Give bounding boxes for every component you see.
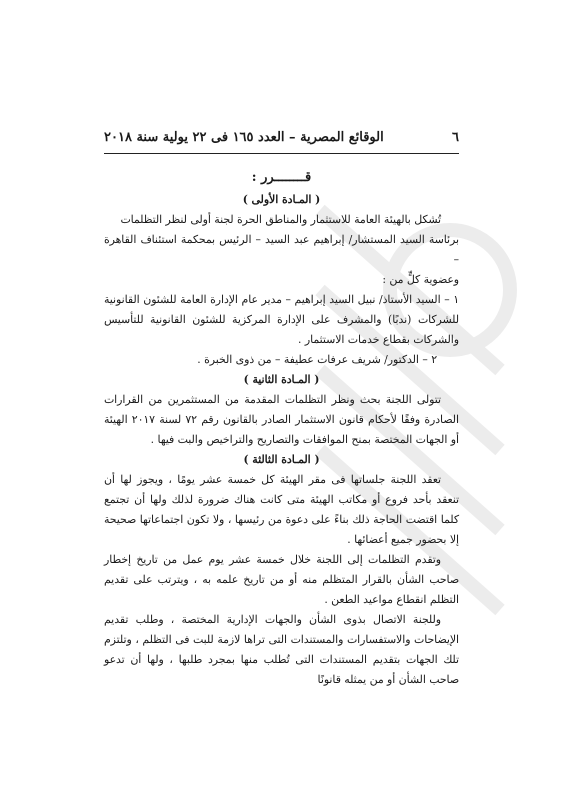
- article3-para2: وتقدم التظلمات إلى اللجنة خلال خمسة عشر يوم عمل من تاريخ إخطار صاحب الشأن بالقرار المتظلم منه أو من تاريخ علمه به ، ويترتب على تقديم التظلم انقطاع مواعيد الطعن .: [104, 553, 459, 606]
- article1-member2: ٢ – الدكتور/ شريف عرفات عطيفة – من ذوى الخبرة .: [197, 353, 437, 366]
- article1-line2: برئاسة السيد المستشار/ إبراهيم عبد السيد – الرئيس بمحكمة استئناف القاهرة –: [104, 233, 459, 266]
- article2-text: تتولى اللجنة بحث ونظر التظلمات المقدمة من المستثمرين من القرارات الصادرة وفقًا لأحكام قانون الاستثمار الصادر بالقانون رقم ٧٢ لسنة ٢٠١٧ الهيئة أو الجهات المختصة بمنح الموافقات والتصاريح والتراخيص والبت فيها .: [104, 393, 459, 446]
- article1-member1: ١ – السيد الأستاذ/ نبيل السيد إبراهيم – مدير عام الإدارة العامة للشئون القانونية للشركات (ندبًا) والمشرف على الإدارة المركزية للشئون القانونية للتأسيس والشركات بقطاع خدمات الاستثمار .: [104, 293, 459, 346]
- document-body: [104, 168, 459, 690]
- article3-para1: تعقد اللجنة جلساتها فى مقر الهيئة كل خمسة عشر يومًا ، ويجوز لها أن تنعقد بأحد فروع أو مكاتب الهيئة متى كانت هناك ضرورة لذلك ولها أن تجتمع كلما اقتضت الحاجة ذلك بناءً على دعوة من رئيسها ، ولا تكون اجتماعاتها صحيحة إلا بحضور جميع أعضائها .: [104, 473, 459, 546]
- article3-title: ( المـادة الثالثة ): [243, 453, 320, 466]
- publication-title: الوقائع المصرية – العدد ١٦٥ فى ٢٢ يولية سنة ٢٠١٨: [104, 130, 384, 145]
- article1-line3: وعضوية كلٍّ من :: [382, 273, 459, 286]
- article2-title: ( المـادة الثانية ): [243, 373, 320, 386]
- page-number: ٦: [452, 130, 459, 145]
- decree-title: قــــــــرر :: [251, 170, 312, 185]
- article3-para3: وللجنة الاتصال بذوى الشأن والجهات الإدارية المختصة ، وطلب تقديم الإيضاحات والاستفسارات والمستندات التى تراها لازمة للبت فى التظلم ، وتلتزم تلك الجهات بتقديم المستندات التى تُطلب منها بمجرد طلبها ، ولها أن تدعو صاحب الشأن أو من يمثله قانونًا: [104, 613, 459, 686]
- page-header: [104, 130, 459, 152]
- article1-line1: تُشكل بالهيئة العامة للاستثمار والمناطق الحرة لجنة أولى لنظر التظلمات: [120, 213, 441, 226]
- article1-title: ( المـادة الأولى ): [242, 193, 321, 206]
- header-divider: [104, 153, 459, 154]
